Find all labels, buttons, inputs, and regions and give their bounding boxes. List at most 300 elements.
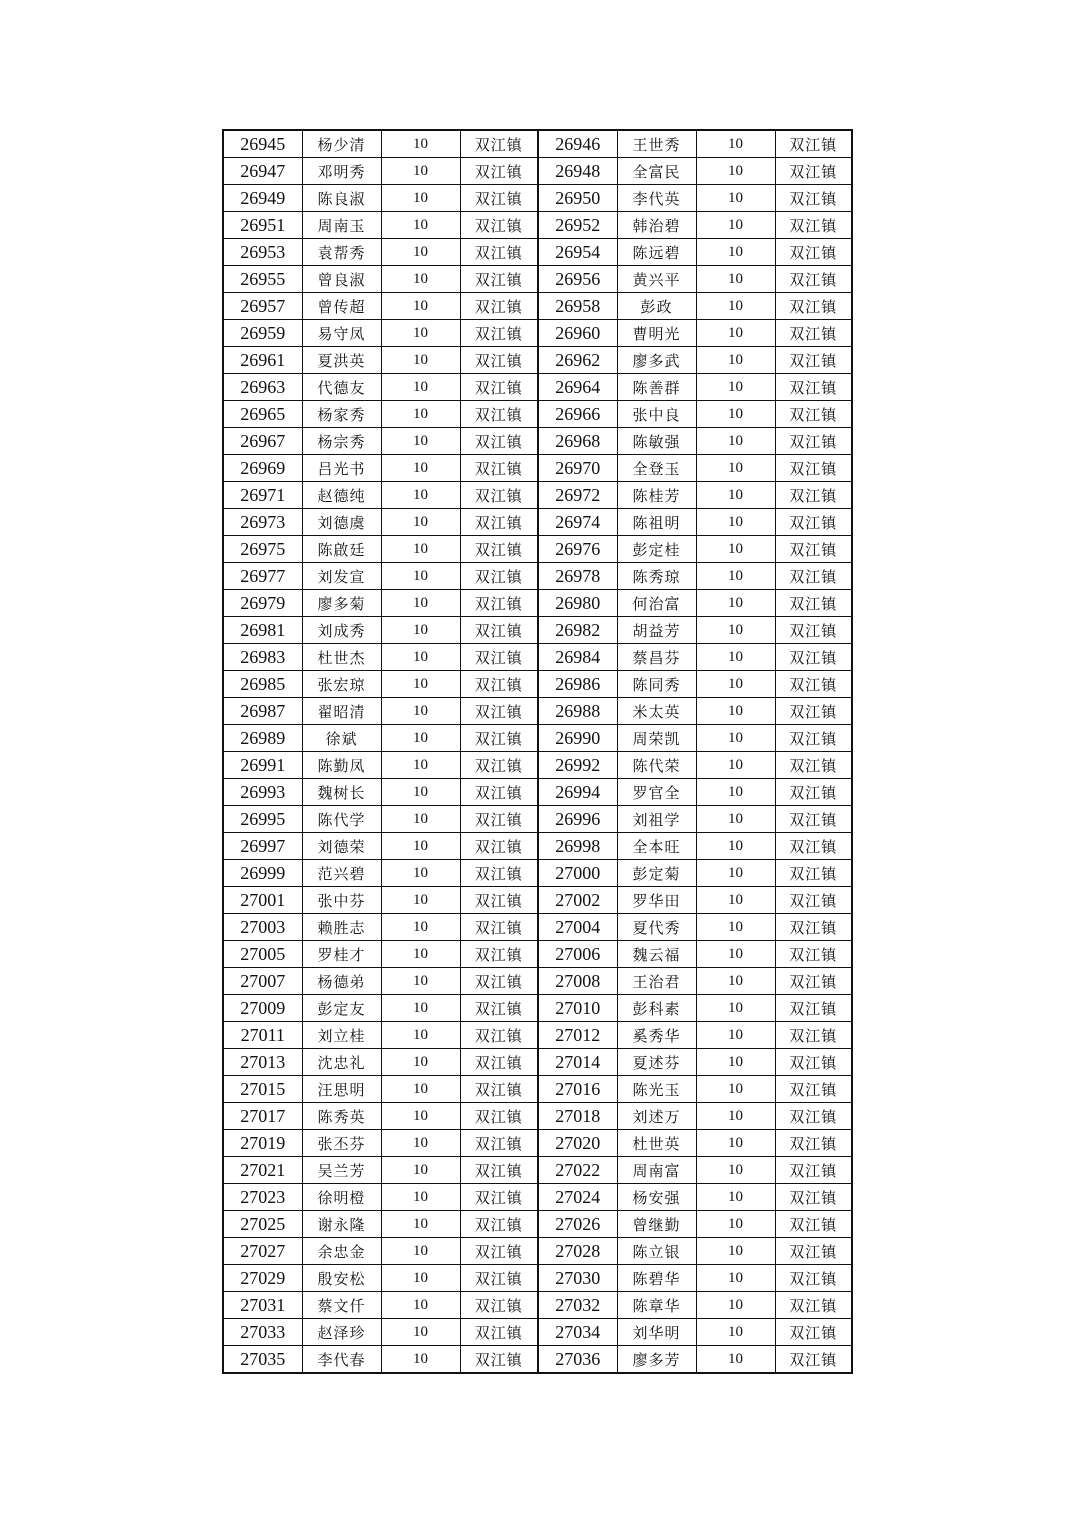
record-id-cell: 26996 (538, 806, 617, 833)
person-name-cell: 夏代秀 (617, 914, 696, 941)
record-id-cell: 26989 (223, 725, 302, 752)
town-name-cell: 双江镇 (775, 914, 852, 941)
town-name-cell: 双江镇 (775, 401, 852, 428)
town-name-cell: 双江镇 (775, 1211, 852, 1238)
town-name-cell: 双江镇 (775, 1103, 852, 1130)
town-name-cell: 双江镇 (460, 698, 538, 725)
person-name-cell: 黄兴平 (617, 266, 696, 293)
amount-cell: 10 (381, 1346, 460, 1374)
person-name-cell: 曾良淑 (302, 266, 381, 293)
person-name-cell: 廖多芳 (617, 1346, 696, 1374)
town-name-cell: 双江镇 (775, 428, 852, 455)
table-row (223, 320, 852, 347)
amount-cell: 10 (696, 671, 775, 698)
record-id-cell: 27033 (223, 1319, 302, 1346)
amount-cell: 10 (381, 887, 460, 914)
table-row (223, 1184, 852, 1211)
table-row (223, 401, 852, 428)
amount-cell: 10 (696, 563, 775, 590)
town-name-cell: 双江镇 (460, 860, 538, 887)
town-name-cell: 双江镇 (775, 1265, 852, 1292)
person-name-cell: 周南富 (617, 1157, 696, 1184)
amount-cell: 10 (381, 563, 460, 590)
table-row (223, 347, 852, 374)
table-row (223, 725, 852, 752)
amount-cell: 10 (381, 860, 460, 887)
town-name-cell: 双江镇 (460, 725, 538, 752)
record-id-cell: 26965 (223, 401, 302, 428)
amount-cell: 10 (696, 428, 775, 455)
record-id-cell: 26991 (223, 752, 302, 779)
amount-cell: 10 (381, 1211, 460, 1238)
amount-cell: 10 (381, 1022, 460, 1049)
amount-cell: 10 (696, 617, 775, 644)
town-name-cell: 双江镇 (775, 158, 852, 185)
person-name-cell: 曹明光 (617, 320, 696, 347)
table-row (223, 428, 852, 455)
person-name-cell: 谢永隆 (302, 1211, 381, 1238)
record-id-cell: 27018 (538, 1103, 617, 1130)
table-row (223, 752, 852, 779)
town-name-cell: 双江镇 (460, 266, 538, 293)
person-name-cell: 汪思明 (302, 1076, 381, 1103)
record-id-cell: 26957 (223, 293, 302, 320)
amount-cell: 10 (381, 698, 460, 725)
person-name-cell: 刘发宣 (302, 563, 381, 590)
town-name-cell: 双江镇 (775, 1238, 852, 1265)
town-name-cell: 双江镇 (460, 1076, 538, 1103)
person-name-cell: 胡益芳 (617, 617, 696, 644)
person-name-cell: 陈代荣 (617, 752, 696, 779)
person-name-cell: 廖多菊 (302, 590, 381, 617)
record-id-cell: 27003 (223, 914, 302, 941)
amount-cell: 10 (696, 887, 775, 914)
amount-cell: 10 (696, 1130, 775, 1157)
town-name-cell: 双江镇 (460, 1265, 538, 1292)
person-name-cell: 赵泽珍 (302, 1319, 381, 1346)
town-name-cell: 双江镇 (775, 347, 852, 374)
amount-cell: 10 (381, 266, 460, 293)
person-name-cell: 全本旺 (617, 833, 696, 860)
table-row (223, 185, 852, 212)
town-name-cell: 双江镇 (460, 1238, 538, 1265)
person-name-cell: 彭科素 (617, 995, 696, 1022)
amount-cell: 10 (381, 536, 460, 563)
person-name-cell: 陈祖明 (617, 509, 696, 536)
person-name-cell: 张中良 (617, 401, 696, 428)
amount-cell: 10 (696, 806, 775, 833)
record-id-cell: 27014 (538, 1049, 617, 1076)
town-name-cell: 双江镇 (460, 644, 538, 671)
town-name-cell: 双江镇 (775, 374, 852, 401)
town-name-cell: 双江镇 (775, 725, 852, 752)
amount-cell: 10 (696, 320, 775, 347)
amount-cell: 10 (696, 860, 775, 887)
town-name-cell: 双江镇 (460, 1103, 538, 1130)
amount-cell: 10 (696, 1238, 775, 1265)
table-row (223, 644, 852, 671)
record-id-cell: 27006 (538, 941, 617, 968)
town-name-cell: 双江镇 (460, 779, 538, 806)
amount-cell: 10 (381, 1076, 460, 1103)
town-name-cell: 双江镇 (460, 671, 538, 698)
amount-cell: 10 (381, 347, 460, 374)
record-id-cell: 26948 (538, 158, 617, 185)
record-id-cell: 26961 (223, 347, 302, 374)
town-name-cell: 双江镇 (460, 914, 538, 941)
amount-cell: 10 (381, 1049, 460, 1076)
town-name-cell: 双江镇 (460, 455, 538, 482)
person-name-cell: 罗官全 (617, 779, 696, 806)
amount-cell: 10 (381, 1184, 460, 1211)
person-name-cell: 刘述万 (617, 1103, 696, 1130)
person-name-cell: 杜世杰 (302, 644, 381, 671)
town-name-cell: 双江镇 (460, 1130, 538, 1157)
amount-cell: 10 (696, 347, 775, 374)
town-name-cell: 双江镇 (775, 644, 852, 671)
record-id-cell: 26981 (223, 617, 302, 644)
person-name-cell: 陈勤凤 (302, 752, 381, 779)
person-name-cell: 夏洪英 (302, 347, 381, 374)
amount-cell: 10 (381, 1103, 460, 1130)
record-id-cell: 26974 (538, 509, 617, 536)
record-id-cell: 27021 (223, 1157, 302, 1184)
town-name-cell: 双江镇 (460, 347, 538, 374)
town-name-cell: 双江镇 (460, 320, 538, 347)
amount-cell: 10 (381, 239, 460, 266)
amount-cell: 10 (696, 1103, 775, 1130)
person-name-cell: 周荣凯 (617, 725, 696, 752)
table-row (223, 968, 852, 995)
amount-cell: 10 (696, 1292, 775, 1319)
town-name-cell: 双江镇 (460, 941, 538, 968)
person-name-cell: 刘立桂 (302, 1022, 381, 1049)
town-name-cell: 双江镇 (460, 1211, 538, 1238)
town-name-cell: 双江镇 (460, 1319, 538, 1346)
record-id-cell: 26952 (538, 212, 617, 239)
record-id-cell: 27034 (538, 1319, 617, 1346)
person-name-cell: 杜世英 (617, 1130, 696, 1157)
record-id-cell: 27001 (223, 887, 302, 914)
table-row (223, 130, 852, 158)
record-id-cell: 26983 (223, 644, 302, 671)
record-id-cell: 26986 (538, 671, 617, 698)
town-name-cell: 双江镇 (775, 1049, 852, 1076)
record-id-cell: 27023 (223, 1184, 302, 1211)
town-name-cell: 双江镇 (775, 239, 852, 266)
town-name-cell: 双江镇 (775, 968, 852, 995)
town-name-cell: 双江镇 (775, 536, 852, 563)
town-name-cell: 双江镇 (460, 968, 538, 995)
town-name-cell: 双江镇 (775, 1157, 852, 1184)
person-name-cell: 全登玉 (617, 455, 696, 482)
person-name-cell: 廖多武 (617, 347, 696, 374)
person-name-cell: 彭定友 (302, 995, 381, 1022)
amount-cell: 10 (696, 509, 775, 536)
record-id-cell: 27010 (538, 995, 617, 1022)
town-name-cell: 双江镇 (775, 293, 852, 320)
table-row (223, 1319, 852, 1346)
amount-cell: 10 (381, 1319, 460, 1346)
amount-cell: 10 (381, 833, 460, 860)
town-name-cell: 双江镇 (775, 130, 852, 158)
record-id-cell: 26964 (538, 374, 617, 401)
table-row (223, 212, 852, 239)
town-name-cell: 双江镇 (775, 320, 852, 347)
record-id-cell: 26995 (223, 806, 302, 833)
record-id-cell: 27027 (223, 1238, 302, 1265)
amount-cell: 10 (696, 1184, 775, 1211)
table-row (223, 833, 852, 860)
person-name-cell: 罗华田 (617, 887, 696, 914)
amount-cell: 10 (381, 590, 460, 617)
person-name-cell: 李代英 (617, 185, 696, 212)
town-name-cell: 双江镇 (460, 509, 538, 536)
town-name-cell: 双江镇 (775, 1292, 852, 1319)
table-row (223, 482, 852, 509)
record-id-cell: 26946 (538, 130, 617, 158)
town-name-cell: 双江镇 (460, 482, 538, 509)
town-name-cell: 双江镇 (775, 590, 852, 617)
amount-cell: 10 (381, 158, 460, 185)
amount-cell: 10 (696, 1319, 775, 1346)
person-name-cell: 蔡昌芬 (617, 644, 696, 671)
person-name-cell: 陈秀英 (302, 1103, 381, 1130)
person-name-cell: 徐明橙 (302, 1184, 381, 1211)
person-name-cell: 蔡文仟 (302, 1292, 381, 1319)
town-name-cell: 双江镇 (775, 563, 852, 590)
amount-cell: 10 (696, 833, 775, 860)
record-id-cell: 26978 (538, 563, 617, 590)
person-name-cell: 张丕芬 (302, 1130, 381, 1157)
amount-cell: 10 (696, 130, 775, 158)
record-id-cell: 27029 (223, 1265, 302, 1292)
record-id-cell: 26987 (223, 698, 302, 725)
person-name-cell: 张宏琼 (302, 671, 381, 698)
amount-cell: 10 (381, 482, 460, 509)
person-name-cell: 米太英 (617, 698, 696, 725)
record-id-cell: 27005 (223, 941, 302, 968)
town-name-cell: 双江镇 (460, 833, 538, 860)
record-id-cell: 26962 (538, 347, 617, 374)
record-id-cell: 26973 (223, 509, 302, 536)
table-row (223, 1238, 852, 1265)
table-row (223, 806, 852, 833)
table-row (223, 1049, 852, 1076)
record-id-cell: 27011 (223, 1022, 302, 1049)
record-id-cell: 26998 (538, 833, 617, 860)
town-name-cell: 双江镇 (775, 779, 852, 806)
town-name-cell: 双江镇 (460, 617, 538, 644)
record-id-cell: 26993 (223, 779, 302, 806)
record-id-cell: 27026 (538, 1211, 617, 1238)
record-id-cell: 26975 (223, 536, 302, 563)
town-name-cell: 双江镇 (460, 401, 538, 428)
amount-cell: 10 (381, 185, 460, 212)
amount-cell: 10 (381, 779, 460, 806)
amount-cell: 10 (381, 968, 460, 995)
table-row (223, 293, 852, 320)
record-id-cell: 27004 (538, 914, 617, 941)
person-name-cell: 翟昭清 (302, 698, 381, 725)
amount-cell: 10 (696, 941, 775, 968)
person-name-cell: 陈碧华 (617, 1265, 696, 1292)
record-id-cell: 26955 (223, 266, 302, 293)
table-row (223, 509, 852, 536)
person-name-cell: 刘德荣 (302, 833, 381, 860)
record-id-cell: 27012 (538, 1022, 617, 1049)
table-row (223, 266, 852, 293)
town-name-cell: 双江镇 (460, 374, 538, 401)
person-name-cell: 陈秀琼 (617, 563, 696, 590)
town-name-cell: 双江镇 (775, 617, 852, 644)
person-name-cell: 奚秀华 (617, 1022, 696, 1049)
amount-cell: 10 (381, 671, 460, 698)
record-id-cell: 27025 (223, 1211, 302, 1238)
town-name-cell: 双江镇 (460, 239, 538, 266)
amount-cell: 10 (381, 1292, 460, 1319)
person-name-cell: 陈远碧 (617, 239, 696, 266)
person-name-cell: 陈良淑 (302, 185, 381, 212)
town-name-cell: 双江镇 (460, 536, 538, 563)
town-name-cell: 双江镇 (460, 1292, 538, 1319)
town-name-cell: 双江镇 (460, 212, 538, 239)
person-name-cell: 陈桂芳 (617, 482, 696, 509)
record-id-cell: 27013 (223, 1049, 302, 1076)
person-name-cell: 陈章华 (617, 1292, 696, 1319)
person-name-cell: 范兴碧 (302, 860, 381, 887)
record-id-cell: 26970 (538, 455, 617, 482)
record-id-cell: 26966 (538, 401, 617, 428)
person-name-cell: 李代春 (302, 1346, 381, 1374)
record-id-cell: 26979 (223, 590, 302, 617)
record-id-cell: 26985 (223, 671, 302, 698)
person-name-cell: 殷安松 (302, 1265, 381, 1292)
town-name-cell: 双江镇 (775, 509, 852, 536)
person-name-cell: 王世秀 (617, 130, 696, 158)
record-id-cell: 26963 (223, 374, 302, 401)
record-id-cell: 27030 (538, 1265, 617, 1292)
record-id-cell: 26982 (538, 617, 617, 644)
table-row (223, 1157, 852, 1184)
person-name-cell: 赵德纯 (302, 482, 381, 509)
amount-cell: 10 (381, 995, 460, 1022)
record-id-cell: 27031 (223, 1292, 302, 1319)
amount-cell: 10 (696, 239, 775, 266)
amount-cell: 10 (381, 401, 460, 428)
amount-cell: 10 (696, 725, 775, 752)
person-name-cell: 韩治碧 (617, 212, 696, 239)
amount-cell: 10 (696, 266, 775, 293)
person-name-cell: 沈忠礼 (302, 1049, 381, 1076)
amount-cell: 10 (696, 644, 775, 671)
person-name-cell: 赖胜志 (302, 914, 381, 941)
town-name-cell: 双江镇 (775, 212, 852, 239)
person-name-cell: 杨安强 (617, 1184, 696, 1211)
record-id-cell: 26980 (538, 590, 617, 617)
record-id-cell: 27000 (538, 860, 617, 887)
amount-cell: 10 (381, 1130, 460, 1157)
town-name-cell: 双江镇 (775, 1076, 852, 1103)
amount-cell: 10 (381, 1157, 460, 1184)
record-id-cell: 27019 (223, 1130, 302, 1157)
town-name-cell: 双江镇 (775, 887, 852, 914)
amount-cell: 10 (696, 401, 775, 428)
person-name-cell: 彭定桂 (617, 536, 696, 563)
table-row (223, 1211, 852, 1238)
person-name-cell: 刘华明 (617, 1319, 696, 1346)
amount-cell: 10 (381, 1238, 460, 1265)
amount-cell: 10 (696, 1265, 775, 1292)
person-name-cell: 袁帮秀 (302, 239, 381, 266)
town-name-cell: 双江镇 (460, 887, 538, 914)
table-row (223, 941, 852, 968)
record-id-cell: 27008 (538, 968, 617, 995)
amount-cell: 10 (381, 293, 460, 320)
amount-cell: 10 (696, 158, 775, 185)
record-id-cell: 26958 (538, 293, 617, 320)
record-id-cell: 27032 (538, 1292, 617, 1319)
amount-cell: 10 (696, 455, 775, 482)
record-id-cell: 27002 (538, 887, 617, 914)
person-name-cell: 刘德虞 (302, 509, 381, 536)
person-name-cell: 魏云福 (617, 941, 696, 968)
town-name-cell: 双江镇 (775, 995, 852, 1022)
person-name-cell: 全富民 (617, 158, 696, 185)
record-id-cell: 26960 (538, 320, 617, 347)
amount-cell: 10 (696, 1346, 775, 1374)
amount-cell: 10 (381, 374, 460, 401)
person-name-cell: 代德友 (302, 374, 381, 401)
amount-cell: 10 (381, 806, 460, 833)
amount-cell: 10 (381, 1265, 460, 1292)
person-name-cell: 吕光书 (302, 455, 381, 482)
town-name-cell: 双江镇 (460, 1022, 538, 1049)
amount-cell: 10 (696, 914, 775, 941)
table-row (223, 1022, 852, 1049)
person-name-cell: 罗桂才 (302, 941, 381, 968)
town-name-cell: 双江镇 (775, 1184, 852, 1211)
person-name-cell: 王治君 (617, 968, 696, 995)
town-name-cell: 双江镇 (775, 806, 852, 833)
record-id-cell: 27028 (538, 1238, 617, 1265)
amount-cell: 10 (696, 374, 775, 401)
table-row (223, 1346, 852, 1374)
town-name-cell: 双江镇 (775, 1346, 852, 1374)
amount-cell: 10 (696, 779, 775, 806)
table-row (223, 158, 852, 185)
town-name-cell: 双江镇 (460, 590, 538, 617)
record-id-cell: 26947 (223, 158, 302, 185)
town-name-cell: 双江镇 (775, 671, 852, 698)
record-id-cell: 27035 (223, 1346, 302, 1374)
record-id-cell: 26988 (538, 698, 617, 725)
record-id-cell: 26969 (223, 455, 302, 482)
town-name-cell: 双江镇 (775, 1130, 852, 1157)
person-name-cell: 易守凤 (302, 320, 381, 347)
person-name-cell: 杨少清 (302, 130, 381, 158)
town-name-cell: 双江镇 (460, 293, 538, 320)
town-name-cell: 双江镇 (460, 806, 538, 833)
person-name-cell: 余忠金 (302, 1238, 381, 1265)
table-row (223, 698, 852, 725)
person-name-cell: 周南玉 (302, 212, 381, 239)
table-row (223, 860, 852, 887)
amount-cell: 10 (696, 995, 775, 1022)
town-name-cell: 双江镇 (775, 185, 852, 212)
town-name-cell: 双江镇 (460, 185, 538, 212)
town-name-cell: 双江镇 (460, 130, 538, 158)
